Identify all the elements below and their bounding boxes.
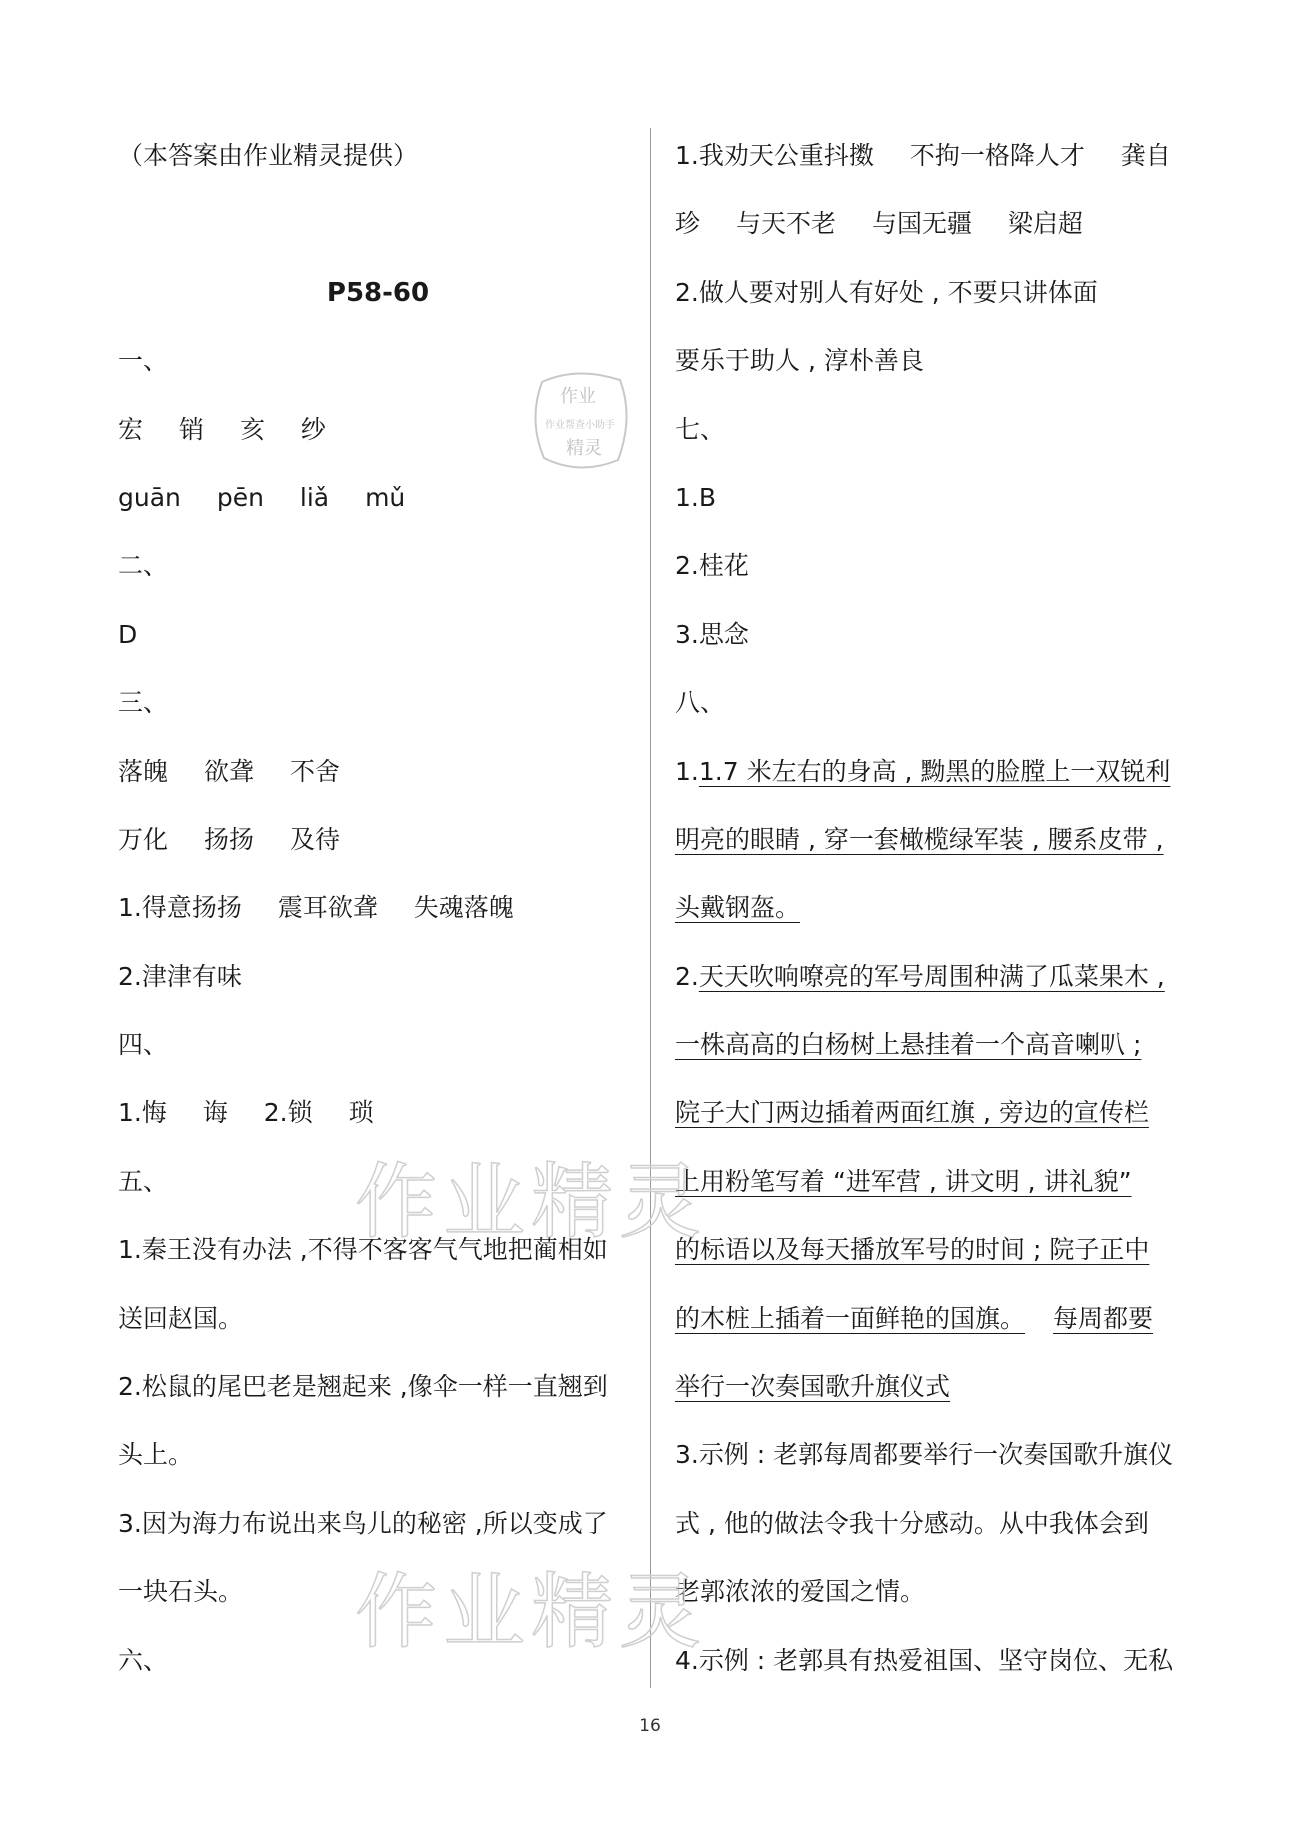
section-5-q1-line-2: 送回赵国。	[118, 1303, 244, 1333]
section-8-q1-line-2: 明亮的眼睛 , 穿一套橄榄绿军装 , 腰系皮带 ,	[675, 824, 1164, 854]
page-number: 16	[639, 1716, 661, 1736]
section-8-q4-line-1: 4.示例 : 老郭具有热爱祖国、坚守岗位、无私	[675, 1645, 1174, 1675]
section-4-answer: 1.悔 诲 2.锁 琐	[118, 1098, 374, 1128]
section-8-heading: 八、	[675, 688, 726, 718]
watermark-text	[355, 1150, 708, 1271]
section-1-pinyin: guān pēn liǎ mǔ	[118, 482, 406, 512]
section-1-heading: 一、	[118, 346, 169, 376]
svg-text:作业: 作业	[560, 386, 596, 407]
section-5-q3-line-2: 一块石头。	[118, 1577, 244, 1607]
section-5-q2-line-2: 头上。	[118, 1440, 194, 1470]
section-5-q3-line-1: 3.因为海力布说出来鸟儿的秘密 ,所以变成了	[118, 1508, 608, 1538]
watermark-text	[355, 1560, 708, 1681]
section-8-q2-line-2: 一株高高的白杨树上悬挂着一个高音喇叭 ;	[675, 1030, 1142, 1060]
section-8-q3-line-3: 老郭浓浓的爱国之情。	[675, 1577, 926, 1607]
section-8-q2-line-4: 上用粉笔写着 “进军营 , 讲文明 , 讲礼貌”	[675, 1166, 1132, 1196]
svg-text:作业帮查小助手: 作业帮查小助手	[545, 420, 615, 431]
section-7-q2: 2.桂花	[675, 551, 749, 581]
section-3-row-2: 万化 扬扬 及待	[118, 824, 340, 854]
section-5-q1-line-1: 1.秦王没有办法 ,不得不客客气气地把蔺相如	[118, 1235, 608, 1265]
section-6-q2-line-1: 2.做人要对别人有好处 , 不要只讲体面	[675, 277, 1098, 307]
section-2-heading: 二、	[118, 551, 169, 581]
section-1-characters: 宏 销 亥 纱	[118, 414, 326, 444]
column-divider	[650, 128, 651, 1688]
right-column	[675, 140, 1195, 1713]
section-6-heading: 六、	[118, 1645, 169, 1675]
section-5-q2-line-1: 2.松鼠的尾巴老是翘起来 ,像伞一样一直翘到	[118, 1372, 608, 1402]
section-8-q2-line-5: 的标语以及每天播放军号的时间 ; 院子正中	[675, 1235, 1150, 1265]
answer-source-note: （本答案由作业精灵提供）	[118, 141, 419, 170]
svg-text:精灵: 精灵	[566, 438, 602, 459]
svg-text:作业精灵: 作业精灵	[355, 1155, 708, 1250]
section-8-q2-line-7: 举行一次奏国歌升旗仪式	[675, 1372, 951, 1402]
section-8-q2-line-3: 院子大门两边插着两面红旗 , 旁边的宣传栏	[675, 1098, 1149, 1128]
section-7-q1: 1.B	[675, 482, 717, 512]
section-3-row-1: 落魄 欲聋 不舍	[118, 756, 340, 786]
section-6-q1-line-1: 1.我劝天公重抖擞 不拘一格降人才 龚自	[675, 141, 1171, 170]
section-8-q3-line-1: 3.示例 : 老郭每周都要举行一次奏国歌升旗仪	[675, 1440, 1174, 1470]
blank-line	[118, 208, 638, 276]
watermark-stamp-icon	[522, 362, 640, 480]
section-8-q2-line-6: 的木桩上插着一面鲜艳的国旗。 每周都要	[675, 1303, 1154, 1333]
section-2-answer: D	[118, 619, 138, 649]
svg-text:作业精灵: 作业精灵	[355, 1565, 708, 1660]
section-6-q2-line-2: 要乐于助人 , 淳朴善良	[675, 346, 924, 376]
section-7-q3: 3.思念	[675, 619, 749, 649]
section-6-q1-line-2: 珍 与天不老 与国无疆 梁启超	[675, 209, 1083, 239]
section-8-q2-line-1: 2.天天吹响嘹亮的军号周围种满了瓜菜果木 ,	[675, 961, 1165, 991]
section-5-heading: 五、	[118, 1166, 169, 1196]
section-8-q1-line-3: 头戴钢盔。	[675, 893, 801, 923]
section-4-heading: 四、	[118, 1030, 169, 1060]
section-3-question-1: 1.得意扬扬 震耳欲聋 失魂落魄	[118, 893, 514, 923]
section-7-heading: 七、	[675, 414, 726, 444]
section-8-q1-line-1: 1.1.7 米左右的身高 , 黝黑的脸膛上一双锐利	[675, 756, 1171, 786]
section-3-question-2: 2.津津有味	[118, 961, 242, 991]
section-8-q3-line-2: 式 , 他的做法令我十分感动。从中我体会到	[675, 1508, 1149, 1538]
section-3-heading: 三、	[118, 688, 169, 718]
page-range-title: P58-60	[326, 277, 430, 308]
